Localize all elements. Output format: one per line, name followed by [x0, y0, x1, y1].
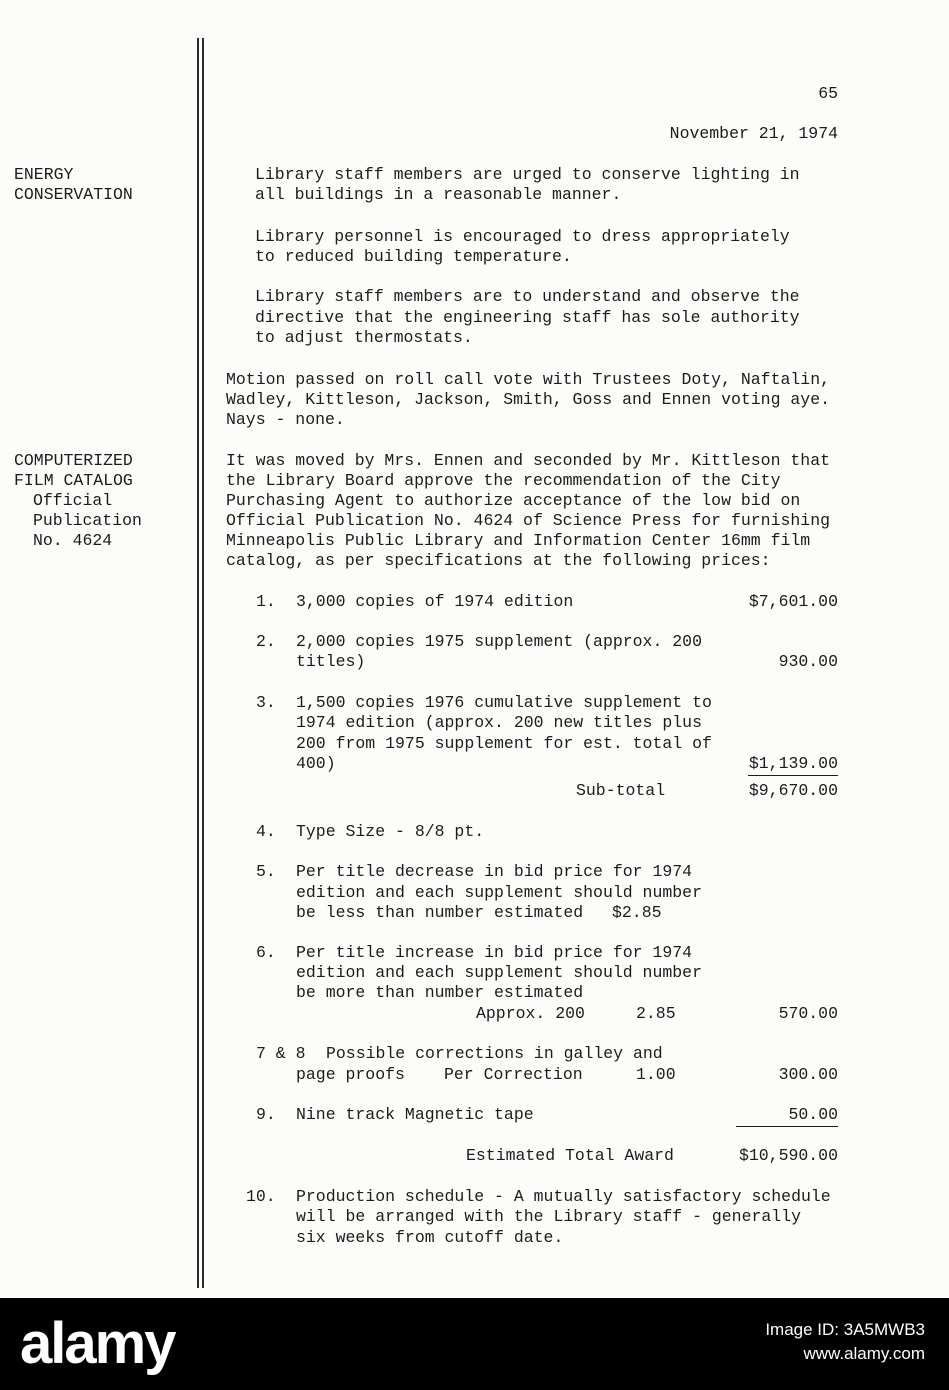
item-6-number: 6. — [256, 943, 276, 962]
paragraph-thermostat-line1: Library staff members are to understand and observe the — [255, 287, 800, 306]
item-7-8-price: 1.00 — [636, 1065, 676, 1084]
item-3-line2: 1974 edition (approx. 200 new titles plus — [296, 713, 702, 732]
alamy-logo: alamy — [20, 1311, 175, 1376]
paragraph-lighting-line2: all buildings in a reasonable manner. — [255, 185, 622, 204]
item-5-line3: be less than number estimated — [296, 903, 584, 922]
item-7-8-line1: Possible corrections in galley and — [326, 1044, 663, 1063]
paragraph-dress-line1: Library personnel is encouraged to dress appropriately — [255, 227, 790, 246]
item-5-number: 5. — [256, 862, 276, 881]
document-date: November 21, 1974 — [669, 124, 838, 143]
margin-rule-right — [202, 38, 204, 1288]
moved-line2: the Library Board approve the recommendation of the City — [226, 471, 781, 490]
margin-note-film-line4: Publication — [33, 511, 142, 530]
subtotal-label: Sub-total — [576, 781, 666, 800]
item-3-number: 3. — [256, 693, 276, 712]
image-id-label: Image ID: 3A5MWB3 — [765, 1320, 925, 1339]
site-url-label: www.alamy.com — [803, 1344, 925, 1363]
paragraph-thermostat-line2: directive that the engineering staff has sole authority — [255, 308, 800, 327]
item-7-8-amount: 300.00 — [778, 1065, 838, 1084]
item-9-amount: 50.00 — [788, 1105, 838, 1124]
item-2-amount: 930.00 — [778, 652, 838, 671]
item-2-number: 2. — [256, 632, 276, 651]
item-6-line2: edition and each supplement should number — [296, 963, 702, 982]
moved-line5: Minneapolis Public Library and Information Center 16mm film — [226, 531, 811, 550]
item-6-approx: Approx. 200 — [476, 1004, 585, 1023]
item-6-price: 2.85 — [636, 1004, 676, 1023]
item-9-number: 9. — [256, 1105, 276, 1124]
item-5-line2: edition and each supplement should number — [296, 883, 702, 902]
paragraph-lighting-line1: Library staff members are urged to conserve lighting in — [255, 165, 800, 184]
item-3-amount: $1,139.00 — [748, 754, 838, 773]
moved-line1: It was moved by Mrs. Ennen and seconded by Mr. Kittleson that — [226, 451, 830, 470]
item-7-8-number: 7 & 8 — [256, 1044, 306, 1063]
total-label: Estimated Total Award — [466, 1146, 674, 1165]
item-5-price: $2.85 — [612, 903, 662, 922]
item-10-line3: six weeks from cutoff date. — [296, 1228, 564, 1247]
item-1-amount: $7,601.00 — [748, 592, 838, 611]
item-6-line3: be more than number estimated — [296, 983, 584, 1002]
margin-note-film-line2: FILM CATALOG — [14, 471, 133, 490]
item-5-line1: Per title decrease in bid price for 1974 — [296, 862, 693, 881]
item-3-line1: 1,500 copies 1976 cumulative supplement to — [296, 693, 712, 712]
moved-line4: Official Publication No. 4624 of Science Press for furnishing — [226, 511, 830, 530]
item-4-number: 4. — [256, 822, 276, 841]
item-2-line2: titles) — [296, 652, 366, 671]
item-9-line1: Nine track Magnetic tape — [296, 1105, 534, 1124]
item-10-line2: will be arranged with the Library staff - generally — [296, 1207, 801, 1226]
item-6-line1: Per title increase in bid price for 1974 — [296, 943, 693, 962]
item-1-line1: 3,000 copies of 1974 edition — [296, 592, 574, 611]
motion-line1: Motion passed on roll call vote with Trustees Doty, Naftalin, — [226, 370, 830, 389]
paragraph-dress-line2: to reduced building temperature. — [255, 247, 572, 266]
item-3-line4: 400) — [296, 754, 336, 773]
item-1-number: 1. — [256, 592, 276, 611]
margin-note-energy-line2: CONSERVATION — [14, 185, 133, 204]
item-2-line1: 2,000 copies 1975 supplement (approx. 200 — [296, 632, 702, 651]
item-10-line1: Production schedule - A mutually satisfactory schedule — [296, 1187, 831, 1206]
item-3-line3: 200 from 1975 supplement for est. total of — [296, 734, 712, 753]
watermark-footer — [0, 1298, 949, 1390]
margin-rule-left — [197, 38, 199, 1288]
motion-line2: Wadley, Kittleson, Jackson, Smith, Goss and Ennen voting aye. — [226, 390, 830, 409]
moved-line3: Purchasing Agent to authorize acceptance of the low bid on — [226, 491, 801, 510]
motion-line3: Nays - none. — [226, 410, 345, 429]
moved-line6: catalog, as per specifications at the following prices: — [226, 551, 771, 570]
item-7-8-line2: page proofs — [296, 1065, 405, 1084]
item-7-8-per: Per Correction — [444, 1065, 583, 1084]
paragraph-thermostat-line3: to adjust thermostats. — [255, 328, 473, 347]
item-4-line1: Type Size - 8/8 pt. — [296, 822, 485, 841]
item-6-amount: 570.00 — [778, 1004, 838, 1023]
subtotal-underline — [748, 775, 838, 776]
subtotal-amount: $9,670.00 — [748, 781, 838, 800]
total-amount: $10,590.00 — [738, 1146, 838, 1165]
item-10-number: 10. — [246, 1187, 276, 1206]
margin-note-film-line1: COMPUTERIZED — [14, 451, 133, 470]
page-number: 65 — [818, 84, 838, 103]
margin-note-film-line5: No. 4624 — [33, 531, 113, 550]
margin-note-film-line3: Official — [33, 491, 113, 510]
margin-note-energy-line1: ENERGY — [14, 165, 74, 184]
total-underline — [736, 1126, 838, 1127]
